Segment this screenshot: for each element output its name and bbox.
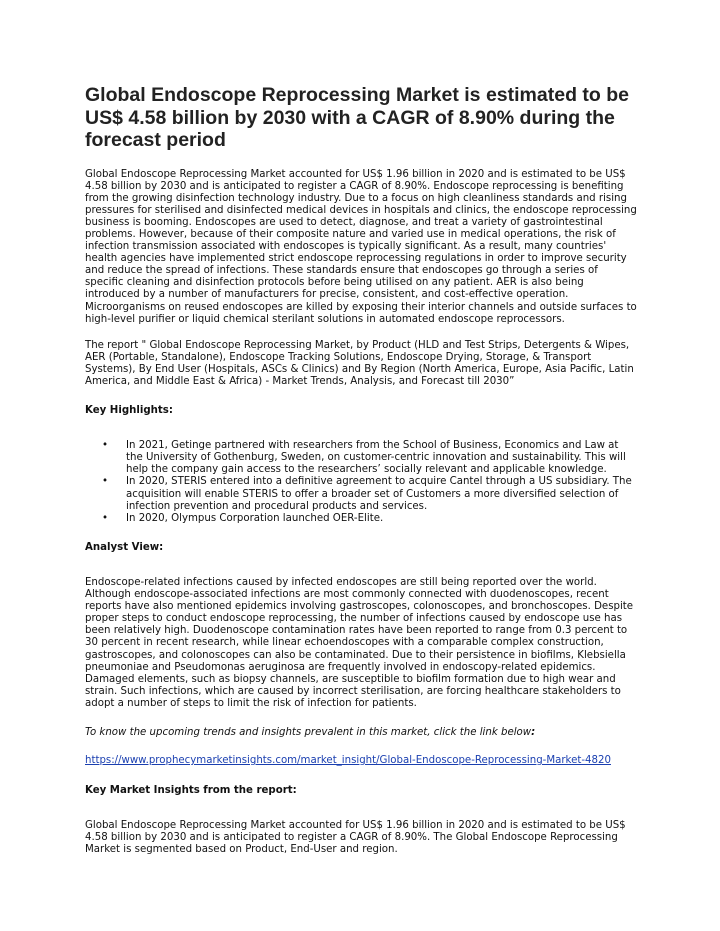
list-item: [85, 513, 637, 525]
key-insights-heading: Key Market Insights from the report:: [85, 785, 297, 797]
intro-paragraph: Global Endoscope Reprocessing Market accounted for US$ 1.96 billion in 2020 and is estimated to be US$ 4.58 billion by 2030 and is anticipated to register a CAGR of 8.90%. Endoscope reprocessing is benefiting from the growing disinfection technology industry. Due to a focus on high cleanliness standards and rising pressures for sterilised and disinfected medical devices in hospitals and clinics, the endoscope reprocessing business is booming. Endoscopes are used to detect, diagnose, and treat a variety of gastrointestinal problems. However, because of their composite nature and varied use in medical operations, the risk of infection transmission associated with endoscopes is typically significant. As a result, many countries' health agencies have implemented strict endoscope reprocessing regulations in order to improve security and reduce the spread of infections. These standards ensure that endoscopes go through a series of specific cleaning and disinfection protocols before being utilised on any patient. AER is also being introduced by a number of manufacturers for precise, consistent, and cost-effective operation. Microorganisms on reused endoscopes are killed by exposing their interior channels and outside surfaces to high-level purifier or liquid chemical sterilant solutions in automated endoscope reprocessors.: [85, 168, 637, 325]
report-paragraph: The report " Global Endoscope Reprocessing Market, by Product (HLD and Test Strips, Detergents & Wipes, AER (Portable, Standalone), Endoscope Tracking Solutions, Endoscope Drying, Storage, & Transport Systems), By End User (Hospitals, ASCs & Clinics) and By Region (North America, Europe, Asia Pacific, Latin America, and Middle East & Africa) - Market Trends, Analysis, and Forecast till 2030”: [85, 339, 634, 387]
document-page: [85, 84, 637, 871]
page-title: Global Endoscope Reprocessing Market is estimated to be US$ 4.58 billion by 2030 with a CAGR of 8.90% during the forecast period: [85, 84, 629, 151]
highlight-text: In 2020, Olympus Corporation launched OER-Elite.: [126, 512, 384, 524]
analyst-paragraph: Endoscope-related infections caused by infected endoscopes are still being reported over the world. Although endoscope-associated infections are most commonly connected with duodenoscopes, recent reports have also mentioned epidemics involving gastroscopes, colonoscopes, and bronchoscopes. Despite proper steps to conduct endoscope reprocessing, the number of infections caused by endoscope use has been relatively high. Duodenoscope contamination rates have been reported to range from 0.3 percent to 30 percent in recent research, while linear echoendoscopes with a comparable complex construction, gastroscopes, and colonoscopes can also be contaminated. Due to their persistence in biofilms, Klebsiella pneumoniae and Pseudomonas aeruginosa are frequently involved in endoscopy-related epidemics. Damaged elements, such as biopsy channels, are susceptible to biofilm formation due to high wear and strain. Such infections, which are caused by incorrect sterilisation, are forcing healthcare stakeholders to adopt a number of steps to limit the risk of infection for patients.: [85, 576, 634, 709]
highlights-list: [85, 440, 637, 525]
highlight-text: In 2021, Getinge partnered with researchers from the School of Business, Economics and Law at the University of Gothenburg, Sweden, on customer-centric innovation and sustainability. This will help the company gain access to the researchers’ socially relevant and applicable knowledge.: [126, 440, 626, 476]
bullet-icon: •: [102, 476, 109, 488]
list-item: [85, 476, 637, 512]
bullet-icon: •: [102, 440, 109, 452]
cta-sentence: To know the upcoming trends and insights prevalent in this market, click the link below: [85, 726, 532, 738]
highlight-text: In 2020, STERIS entered into a definitive agreement to acquire Cantel through a US subsidiary. The acquisition will enable STERIS to offer a broader set of Customers a more diversified selection of infection prevention and procedural products and services.: [126, 476, 632, 512]
list-item: [85, 440, 637, 476]
cta-colon: :: [531, 726, 536, 738]
report-link[interactable]: https://www.prophecymarketinsights.com/market_insight/Global-Endoscope-Reprocessing-Market-4820: [85, 755, 611, 767]
cta-text: [85, 727, 637, 739]
key-highlights-heading: Key Highlights:: [85, 405, 173, 417]
insights-paragraph: Global Endoscope Reprocessing Market accounted for US$ 1.96 billion in 2020 and is estimated to be US$ 4.58 billion by 2030 and is anticipated to register a CAGR of 8.90%. The Global Endoscope Reprocessing Market is segmented based on Product, End-User and region.: [85, 820, 626, 856]
bullet-icon: •: [102, 512, 109, 524]
analyst-view-heading: Analyst View:: [85, 541, 164, 553]
